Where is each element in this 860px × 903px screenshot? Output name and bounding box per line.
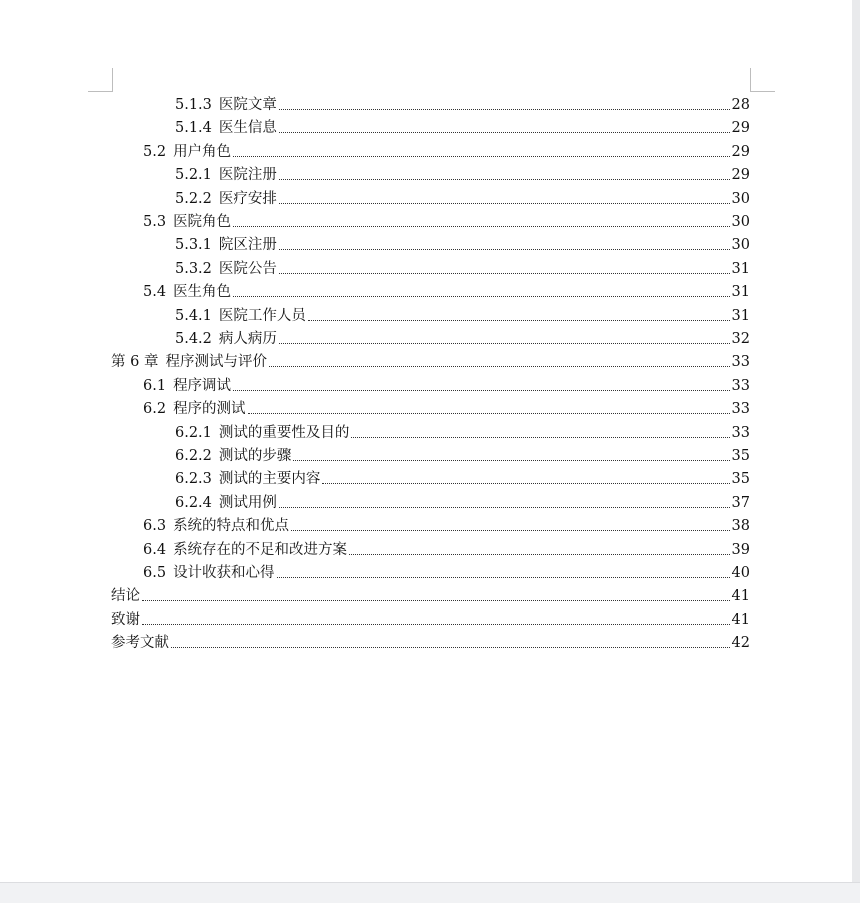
toc-entry-number: 6.3 xyxy=(143,518,167,535)
toc-entry[interactable] xyxy=(175,326,750,349)
toc-dot-leader xyxy=(142,599,730,601)
toc-entry-heading xyxy=(175,189,277,209)
toc-dot-leader xyxy=(277,576,730,578)
toc-entry-number: 6.2.4 xyxy=(175,494,212,511)
toc-entry-title: 程序调试 xyxy=(173,377,232,394)
toc-entry-number: 第 6 章 xyxy=(111,354,159,371)
toc-entry-title: 医疗安排 xyxy=(218,190,277,207)
toc-entry-heading xyxy=(175,259,277,279)
toc-entry-title: 医院角色 xyxy=(173,214,232,230)
toc-entry-heading xyxy=(111,586,140,606)
toc-entry-number: 6.5 xyxy=(143,565,167,581)
toc-entry-title: 医院注册 xyxy=(218,167,277,184)
toc-entry-number: 6.4 xyxy=(143,541,167,558)
toc-dot-leader xyxy=(279,178,730,180)
toc-entry-page-number: 35 xyxy=(731,471,750,488)
crop-mark-top-left xyxy=(88,68,113,92)
toc-entry-title: 系统的特点和优点 xyxy=(173,518,290,535)
toc-dot-leader xyxy=(233,155,729,157)
toc-entry[interactable] xyxy=(175,162,750,185)
toc-entry[interactable] xyxy=(143,139,750,162)
toc-entry-heading xyxy=(175,118,277,138)
toc-entry-heading xyxy=(175,235,277,255)
vertical-scroll-gutter xyxy=(852,0,860,882)
toc-entry-heading xyxy=(175,165,277,185)
toc-entry-title: 系统存在的不足和改进方案 xyxy=(173,541,348,558)
toc-entry-page-number: 37 xyxy=(731,494,750,511)
toc-entry-heading xyxy=(111,610,140,630)
toc-entry-title: 测试的重要性及目的 xyxy=(218,424,350,441)
toc-entry[interactable] xyxy=(175,92,750,115)
toc-entry-title: 致谢 xyxy=(111,611,140,628)
toc-entry[interactable] xyxy=(111,349,750,372)
toc-entry-title: 参考文献 xyxy=(111,635,169,652)
toc-dot-leader xyxy=(279,248,730,250)
toc-entry-title: 测试用例 xyxy=(218,494,277,511)
toc-entry-page-number: 31 xyxy=(731,307,750,324)
toc-dot-leader xyxy=(233,295,729,297)
toc-entry[interactable] xyxy=(175,186,750,209)
toc-entry[interactable] xyxy=(175,256,750,279)
toc-entry-page-number: 33 xyxy=(731,354,750,371)
toc-entry-title: 程序的测试 xyxy=(173,401,246,418)
toc-entry-title: 结论 xyxy=(111,588,140,605)
toc-entry-page-number: 41 xyxy=(731,611,750,628)
toc-entry-heading xyxy=(175,306,306,326)
toc-entry-title: 设计收获和心得 xyxy=(173,565,275,581)
toc-dot-leader xyxy=(308,319,730,321)
toc-entry-page-number: 33 xyxy=(731,377,750,394)
toc-dot-leader xyxy=(269,365,730,367)
toc-entry-heading xyxy=(143,399,246,419)
toc-dot-leader xyxy=(248,412,730,414)
toc-entry-title: 测试的主要内容 xyxy=(218,471,321,488)
toc-dot-leader xyxy=(233,389,729,391)
toc-entry-page-number: 30 xyxy=(731,190,750,207)
toc-entry-page-number: 39 xyxy=(731,541,750,558)
toc-entry-heading xyxy=(143,540,347,560)
toc-dot-leader xyxy=(279,506,730,508)
toc-entry-page-number: 33 xyxy=(731,424,750,441)
toc-entry-heading xyxy=(175,493,277,513)
toc-entry-number: 5.1.3 xyxy=(175,97,212,113)
toc-entry[interactable] xyxy=(111,607,750,630)
toc-entry-number: 5.4 xyxy=(143,284,167,301)
toc-entry-page-number: 41 xyxy=(731,588,750,605)
toc-entry-title: 医生信息 xyxy=(218,120,277,137)
toc-entry-heading xyxy=(175,95,277,115)
toc-dot-leader xyxy=(142,623,730,625)
toc-entry[interactable] xyxy=(175,232,750,255)
toc-entry-number: 5.3.2 xyxy=(175,260,212,277)
toc-entry-page-number: 38 xyxy=(731,518,750,535)
toc-dot-leader xyxy=(293,459,729,461)
toc-dot-leader xyxy=(279,202,730,204)
toc-entry-page-number: 29 xyxy=(731,120,750,137)
toc-dot-leader xyxy=(349,553,729,555)
toc-dot-leader xyxy=(279,131,730,133)
toc-entry-title: 医院文章 xyxy=(218,97,277,113)
toc-entry-page-number: 29 xyxy=(731,143,750,160)
toc-entry-title: 院区注册 xyxy=(218,237,277,254)
toc-entry-number: 5.4.2 xyxy=(175,331,212,347)
toc-entry-title: 医院工作人员 xyxy=(218,307,306,324)
toc-entry-heading xyxy=(175,423,349,443)
toc-entry[interactable] xyxy=(143,513,750,536)
toc-entry-page-number: 40 xyxy=(731,565,750,581)
toc-entry-title: 病人病历 xyxy=(218,331,277,347)
toc-entry-number: 5.3 xyxy=(143,214,167,230)
toc-entry[interactable] xyxy=(143,279,750,302)
toc-entry-heading xyxy=(143,212,231,232)
toc-entry-page-number: 28 xyxy=(731,97,750,113)
toc-entry-page-number: 33 xyxy=(731,401,750,418)
toc-entry-title: 用户角色 xyxy=(173,143,232,160)
toc-entry-page-number: 31 xyxy=(731,260,750,277)
toc-entry-page-number: 31 xyxy=(731,284,750,301)
status-strip xyxy=(0,882,860,903)
toc-entry[interactable] xyxy=(175,443,750,466)
toc-entry-heading xyxy=(143,142,231,162)
toc-entry[interactable] xyxy=(143,209,750,232)
toc-entry-title: 医生角色 xyxy=(173,284,232,301)
toc-entry-number: 5.3.1 xyxy=(175,237,212,254)
toc-entry-title: 测试的步骤 xyxy=(218,448,292,464)
toc-entry-number: 6.2.3 xyxy=(175,471,212,488)
toc-entry[interactable] xyxy=(175,420,750,443)
toc-entry-heading xyxy=(143,376,231,396)
toc-entry[interactable] xyxy=(143,560,750,583)
toc-entry-number: 6.1 xyxy=(143,377,167,394)
toc-entry-heading xyxy=(143,282,231,302)
toc-entry[interactable] xyxy=(143,396,750,419)
toc-entry-page-number: 29 xyxy=(731,167,750,184)
toc-entry-number: 5.2.1 xyxy=(175,167,212,184)
toc-entry-number: 5.2 xyxy=(143,143,167,160)
toc-entry-number: 5.4.1 xyxy=(175,307,212,324)
toc-entry-page-number: 30 xyxy=(731,214,750,230)
toc-entry-page-number: 42 xyxy=(731,635,750,652)
crop-mark-top-right xyxy=(750,68,775,92)
toc-entry[interactable] xyxy=(143,537,750,560)
toc-entry[interactable] xyxy=(175,466,750,489)
toc-entry[interactable] xyxy=(111,630,750,653)
toc-entry-number: 6.2.1 xyxy=(175,424,212,441)
toc-dot-leader xyxy=(171,646,730,648)
toc-entry-number: 5.1.4 xyxy=(175,120,212,137)
toc-entry-heading xyxy=(175,329,277,349)
toc-entry[interactable] xyxy=(143,373,750,396)
toc-entry-number: 5.2.2 xyxy=(175,190,212,207)
toc-entry-page-number: 35 xyxy=(731,448,750,464)
toc-entry-heading xyxy=(111,633,169,653)
toc-entry-heading xyxy=(175,446,291,466)
toc-dot-leader xyxy=(291,529,729,531)
toc-entry[interactable] xyxy=(175,490,750,513)
toc-entry-title: 医院公告 xyxy=(218,260,277,277)
toc-dot-leader xyxy=(322,482,729,484)
toc-entry-heading xyxy=(143,563,275,583)
toc-entry-page-number: 32 xyxy=(731,331,750,347)
toc-dot-leader xyxy=(279,108,730,110)
toc-entry-heading xyxy=(175,469,320,489)
toc-entry-title: 程序测试与评价 xyxy=(165,354,267,371)
toc-dot-leader xyxy=(279,342,730,344)
toc-dot-leader xyxy=(351,436,729,438)
toc-entry-heading xyxy=(143,516,289,536)
toc-entry-number: 6.2 xyxy=(143,401,167,418)
toc-entry-heading xyxy=(111,352,267,372)
toc-entry[interactable] xyxy=(175,115,750,138)
toc-entry-page-number: 30 xyxy=(731,237,750,254)
toc-entry-number: 6.2.2 xyxy=(175,448,212,464)
toc-dot-leader xyxy=(279,272,730,274)
toc-entry[interactable] xyxy=(111,583,750,606)
toc-dot-leader xyxy=(233,225,729,227)
toc-entry[interactable] xyxy=(175,303,750,326)
